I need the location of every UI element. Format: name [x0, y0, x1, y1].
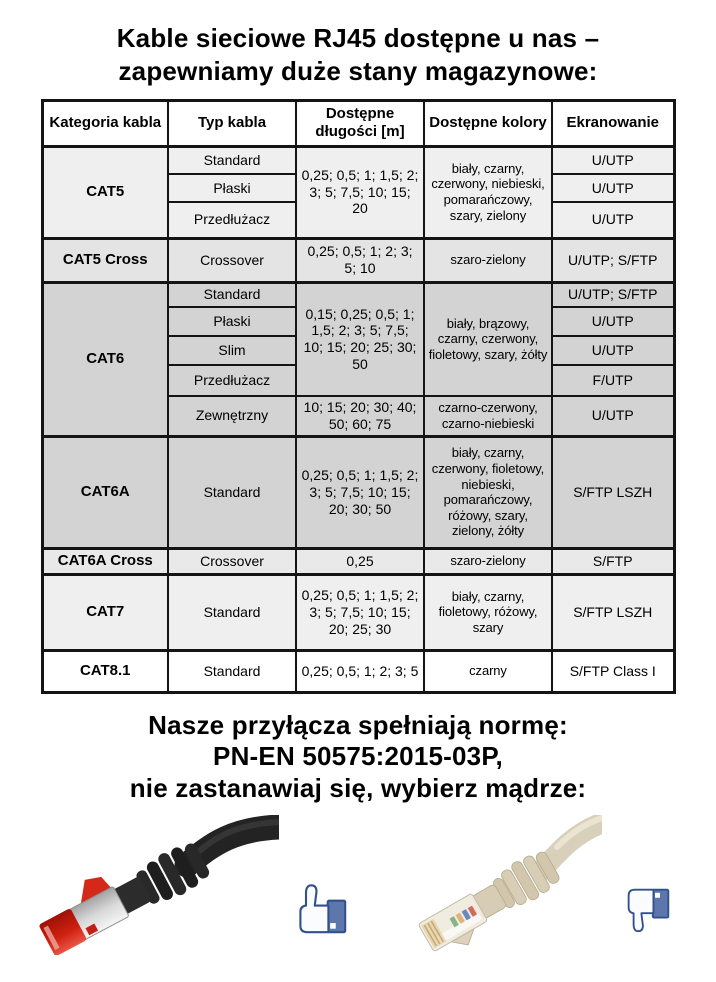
cell-cat8-type: Standard	[168, 650, 296, 692]
table-header-row	[42, 100, 674, 146]
cell-cat5cross-shielding: U/UTP; S/FTP	[552, 238, 674, 282]
cell-cat6across-category: CAT6A Cross	[42, 548, 168, 574]
table-row	[42, 282, 674, 307]
cell-cat6a-lengths: 0,25; 0,5; 1; 1,5; 2; 3; 5; 7,5; 10; 15; 20; 30; 50	[296, 436, 424, 548]
bad-cable-group	[387, 815, 687, 957]
cell-cat6-standard-shielding: U/UTP; S/FTP	[552, 282, 674, 307]
cell-cat6-plaski-shielding: U/UTP	[552, 307, 674, 336]
header-type: Typ kabla	[168, 100, 296, 146]
cell-cat7-category: CAT7	[42, 574, 168, 650]
cell-cat5-type-przedluzacz: Przedłużacz	[168, 202, 296, 238]
cell-cat5cross-lengths: 0,25; 0,5; 1; 2; 3; 5; 10	[296, 238, 424, 282]
cell-cat5-przedluzacz-shielding: U/UTP	[552, 202, 674, 238]
cell-cat6across-type: Crossover	[168, 548, 296, 574]
cell-cat8-category: CAT8.1	[42, 650, 168, 692]
table-row	[42, 146, 674, 174]
page-title-line2: zapewniamy duże stany magazynowe:	[118, 56, 598, 87]
header-category: Kategoria kabla	[42, 100, 168, 146]
cell-cat6a-category: CAT6A	[42, 436, 168, 548]
table-row	[42, 574, 674, 650]
cell-cat5-lengths: 0,25; 0,5; 1; 1,5; 2; 3; 5; 7,5; 10; 15; 20	[296, 146, 424, 238]
cell-cat6across-lengths: 0,25	[296, 548, 424, 574]
cell-cat6-zewnetrzny-colors: czarno-czerwony, czarno-niebieski	[424, 396, 552, 436]
table-row	[42, 238, 674, 282]
cell-cat8-colors: czarny	[424, 650, 552, 692]
cell-cat5-plaski-shielding: U/UTP	[552, 174, 674, 202]
cell-cat6-type-przedluzacz: Przedłużacz	[168, 365, 296, 396]
cell-cat6a-colors: biały, czarny, czerwony, fioletowy, niebieski, pomarańczowy, różowy, szary, zielony, żółty	[424, 436, 552, 548]
cell-cat7-type: Standard	[168, 574, 296, 650]
page-title-line1: Kable sieciowe RJ45 dostępne u nas –	[116, 23, 600, 53]
cell-cat6-zewnetrzny-shielding: U/UTP	[552, 396, 674, 436]
cell-cat7-lengths: 0,25; 0,5; 1; 1,5; 2; 3; 5; 7,5; 10; 15; 20; 25; 30	[296, 574, 424, 650]
cell-cat5-colors: biały, czarny, czerwony, niebieski, pomarańczowy, szary, zielony	[424, 146, 552, 238]
cable-comparison-row	[0, 815, 716, 957]
header-colors: Dostępne kolory	[424, 100, 552, 146]
cell-cat5-standard-shielding: U/UTP	[552, 146, 674, 174]
cell-cat6a-shielding: S/FTP LSZH	[552, 436, 674, 548]
cell-cat6a-type: Standard	[168, 436, 296, 548]
table-row	[42, 650, 674, 692]
footer-heading	[10, 710, 706, 805]
cell-cat6-type-plaski: Płaski	[168, 307, 296, 336]
cell-cat8-shielding: S/FTP Class I	[552, 650, 674, 692]
table-row	[42, 436, 674, 548]
cell-cat6-przedluzacz-shielding: F/UTP	[552, 365, 674, 396]
cell-cat6-type-zewnetrzny: Zewnętrzny	[168, 396, 296, 436]
page-title	[10, 22, 706, 89]
header-lengths: Dostępne długości [m]	[296, 100, 424, 146]
unshielded-rj45-cable-photo	[387, 815, 602, 955]
shielded-rj45-cable-photo	[29, 815, 279, 955]
good-cable-group	[29, 815, 359, 957]
cell-cat6-slim-shielding: U/UTP	[552, 336, 674, 365]
thumbs-down-icon	[615, 887, 677, 937]
cell-cat5-category: CAT5	[42, 146, 168, 238]
cell-cat8-lengths: 0,25; 0,5; 1; 2; 3; 5	[296, 650, 424, 692]
cell-cat5-type-standard: Standard	[168, 146, 296, 174]
cell-cat7-colors: biały, czarny, fioletowy, różowy, szary	[424, 574, 552, 650]
cell-cat5-type-plaski: Płaski	[168, 174, 296, 202]
footer-line1: Nasze przyłącza spełniają normę:	[148, 709, 568, 740]
cell-cat6-zewnetrzny-lengths: 10; 15; 20; 30; 40; 50; 60; 75	[296, 396, 424, 436]
cell-cat6-type-slim: Slim	[168, 336, 296, 365]
cable-spec-table	[41, 99, 676, 694]
cell-cat6-colors: biały, brązowy, czarny, czerwony, fioletowy, szary, żółty	[424, 282, 552, 396]
cell-cat6-lengths: 0,15; 0,25; 0,5; 1; 1,5; 2; 3; 5; 7,5; 10; 15; 20; 25; 30; 50	[296, 282, 424, 396]
footer-line2: PN-EN 50575:2015-03P,	[213, 741, 503, 772]
cell-cat6-type-standard: Standard	[168, 282, 296, 307]
cell-cat7-shielding: S/FTP LSZH	[552, 574, 674, 650]
cell-cat5cross-category: CAT5 Cross	[42, 238, 168, 282]
table-row	[42, 548, 674, 574]
cell-cat6-category: CAT6	[42, 282, 168, 436]
cell-cat6across-colors: szaro-zielony	[424, 548, 552, 574]
thumbs-up-icon	[285, 879, 355, 935]
cell-cat6across-shielding: S/FTP	[552, 548, 674, 574]
header-shielding: Ekranowanie	[552, 100, 674, 146]
footer-line3: nie zastanawiaj się, wybierz mądrze:	[129, 773, 587, 804]
cell-cat5cross-type: Crossover	[168, 238, 296, 282]
cell-cat5cross-colors: szaro-zielony	[424, 238, 552, 282]
